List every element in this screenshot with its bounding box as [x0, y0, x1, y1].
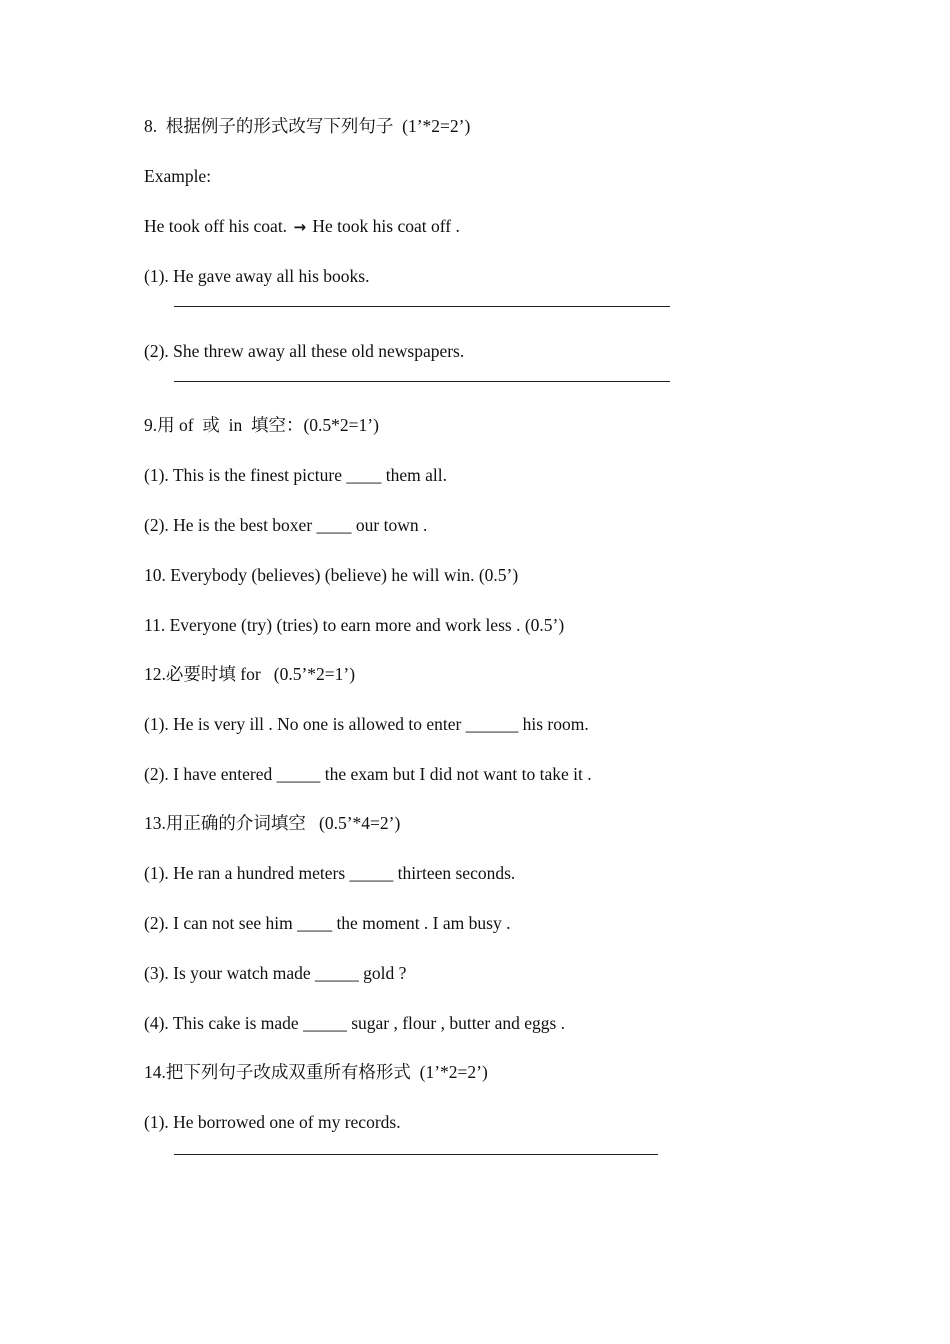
q12-item-2: (2). I have entered _____ the exam but I did not want to take it . [144, 764, 592, 784]
q9-item-1: (1). This is the finest picture ____ them all. [144, 465, 447, 485]
q8-example-sentence [144, 215, 460, 238]
right-arrow-icon: → [293, 218, 307, 236]
q8-example-label: Example: [144, 166, 212, 186]
example-after: He took his coat off . [308, 216, 460, 236]
q8-heading: 8. 根据例子的形式改写下列句子 (1’*2=2’) [144, 116, 471, 136]
q14-heading: 14.把下列句子改成双重所有格形式 (1’*2=2’) [144, 1062, 488, 1082]
q14-item-1-answer-line[interactable] [174, 1154, 658, 1155]
q8-item-2: (2). She threw away all these old newspapers. [144, 341, 465, 361]
q8-item-2-answer-line[interactable] [174, 381, 670, 382]
q13-heading: 13.用正确的介词填空 (0.5’*4=2’) [144, 813, 401, 833]
q9-item-2: (2). He is the best boxer ____ our town . [144, 515, 428, 535]
q12-heading: 12.必要时填 for (0.5’*2=1’) [144, 664, 356, 684]
q14-item-1: (1). He borrowed one of my records. [144, 1112, 401, 1132]
q13-item-1: (1). He ran a hundred meters _____ thirteen seconds. [144, 863, 516, 883]
q8-item-1: (1). He gave away all his books. [144, 266, 370, 286]
q13-item-2: (2). I can not see him ____ the moment . I am busy . [144, 913, 511, 933]
q9-heading: 9.用 of 或 in 填空：(0.5*2=1’) [144, 415, 379, 435]
q11-text: 11. Everyone (try) (tries) to earn more and work less . (0.5’) [144, 615, 565, 635]
q13-item-3: (3). Is your watch made _____ gold ? [144, 963, 407, 983]
example-before: He took off his coat. [144, 216, 292, 236]
q13-item-4: (4). This cake is made _____ sugar , flour , butter and eggs . [144, 1013, 566, 1033]
q8-item-1-answer-line[interactable] [174, 306, 670, 307]
q10-text: 10. Everybody (believes) (believe) he will win. (0.5’) [144, 565, 519, 585]
q12-item-1: (1). He is very ill . No one is allowed to enter ______ his room. [144, 714, 589, 734]
